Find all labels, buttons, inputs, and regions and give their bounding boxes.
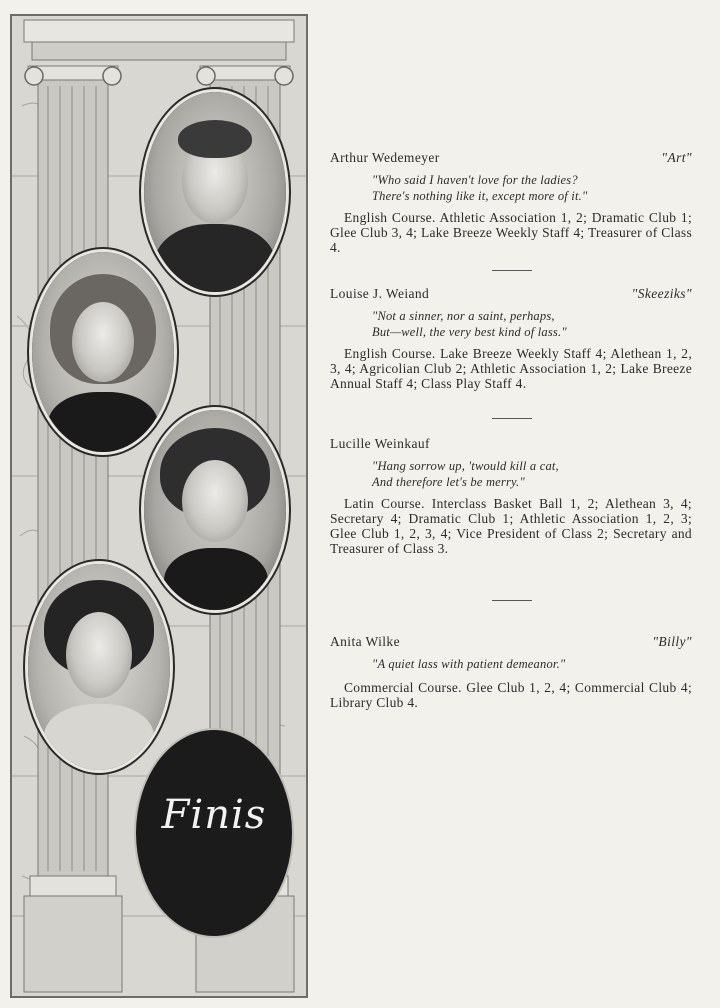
entry-anita-wilke [330, 634, 692, 710]
student-quote [372, 656, 692, 672]
quote-line: "Not a sinner, nor a saint, perhaps, [372, 309, 555, 323]
student-quote [372, 172, 692, 204]
portrait-photo-4 [28, 564, 170, 770]
quote-line: "Hang sorrow up, 'twould kill a cat, [372, 459, 559, 473]
student-name: Arthur Wedemeyer [330, 150, 440, 165]
quote-line: There's nothing like it, except more of it." [372, 189, 588, 203]
entry-header [330, 150, 692, 166]
divider-rule [492, 600, 532, 601]
student-description: Latin Course. Interclass Basket Ball 1, 2; Alethean 3, 4; Secretary 4; Dramatic Club 1; Athletic Association 1, 2, 3; Glee Club 1, 2, 3, 4; Vice President of Class 2; Secretary and Treasurer of Class 3. [330, 496, 692, 556]
finis-label: Finis [161, 792, 267, 838]
student-name: Lucille Weinkauf [330, 436, 430, 451]
student-name: Louise J. Weiand [330, 286, 430, 301]
quote-line: But—well, the very best kind of lass." [372, 325, 567, 339]
student-nickname: "Billy" [652, 634, 692, 649]
entry-header [330, 436, 692, 452]
entry-arthur-wedemeyer [330, 150, 692, 255]
finis-oval [136, 730, 292, 936]
student-description: Commercial Course. Glee Club 1, 2, 4; Commercial Club 4; Library Club 4. [330, 680, 692, 710]
student-quote [372, 458, 692, 490]
quote-line: And therefore let's be merry." [372, 475, 525, 489]
student-nickname: "Art" [661, 150, 692, 165]
student-description: English Course. Lake Breeze Weekly Staff 4; Alethean 1, 2, 3, 4; Agricolian Club 2; Athletic Association 1, 2; Lake Breeze Annual Staff 4; Class Play Staff 4. [330, 346, 692, 391]
student-quote [372, 308, 692, 340]
student-name: Anita Wilke [330, 634, 400, 649]
entry-header [330, 634, 692, 650]
entry-header [330, 286, 692, 302]
student-nickname: "Skeeziks" [631, 286, 692, 301]
divider-rule [492, 418, 532, 419]
student-description: English Course. Athletic Association 1, 2; Dramatic Club 1; Glee Club 3, 4; Lake Breeze Weekly Staff 4; Treasurer of Class 4. [330, 210, 692, 255]
divider-rule [492, 270, 532, 271]
quote-line: "A quiet lass with patient demeanor." [372, 657, 566, 671]
entry-lucille-weinkauf [330, 436, 692, 556]
entry-louise-weiand [330, 286, 692, 391]
quote-line: "Who said I haven't love for the ladies? [372, 173, 578, 187]
